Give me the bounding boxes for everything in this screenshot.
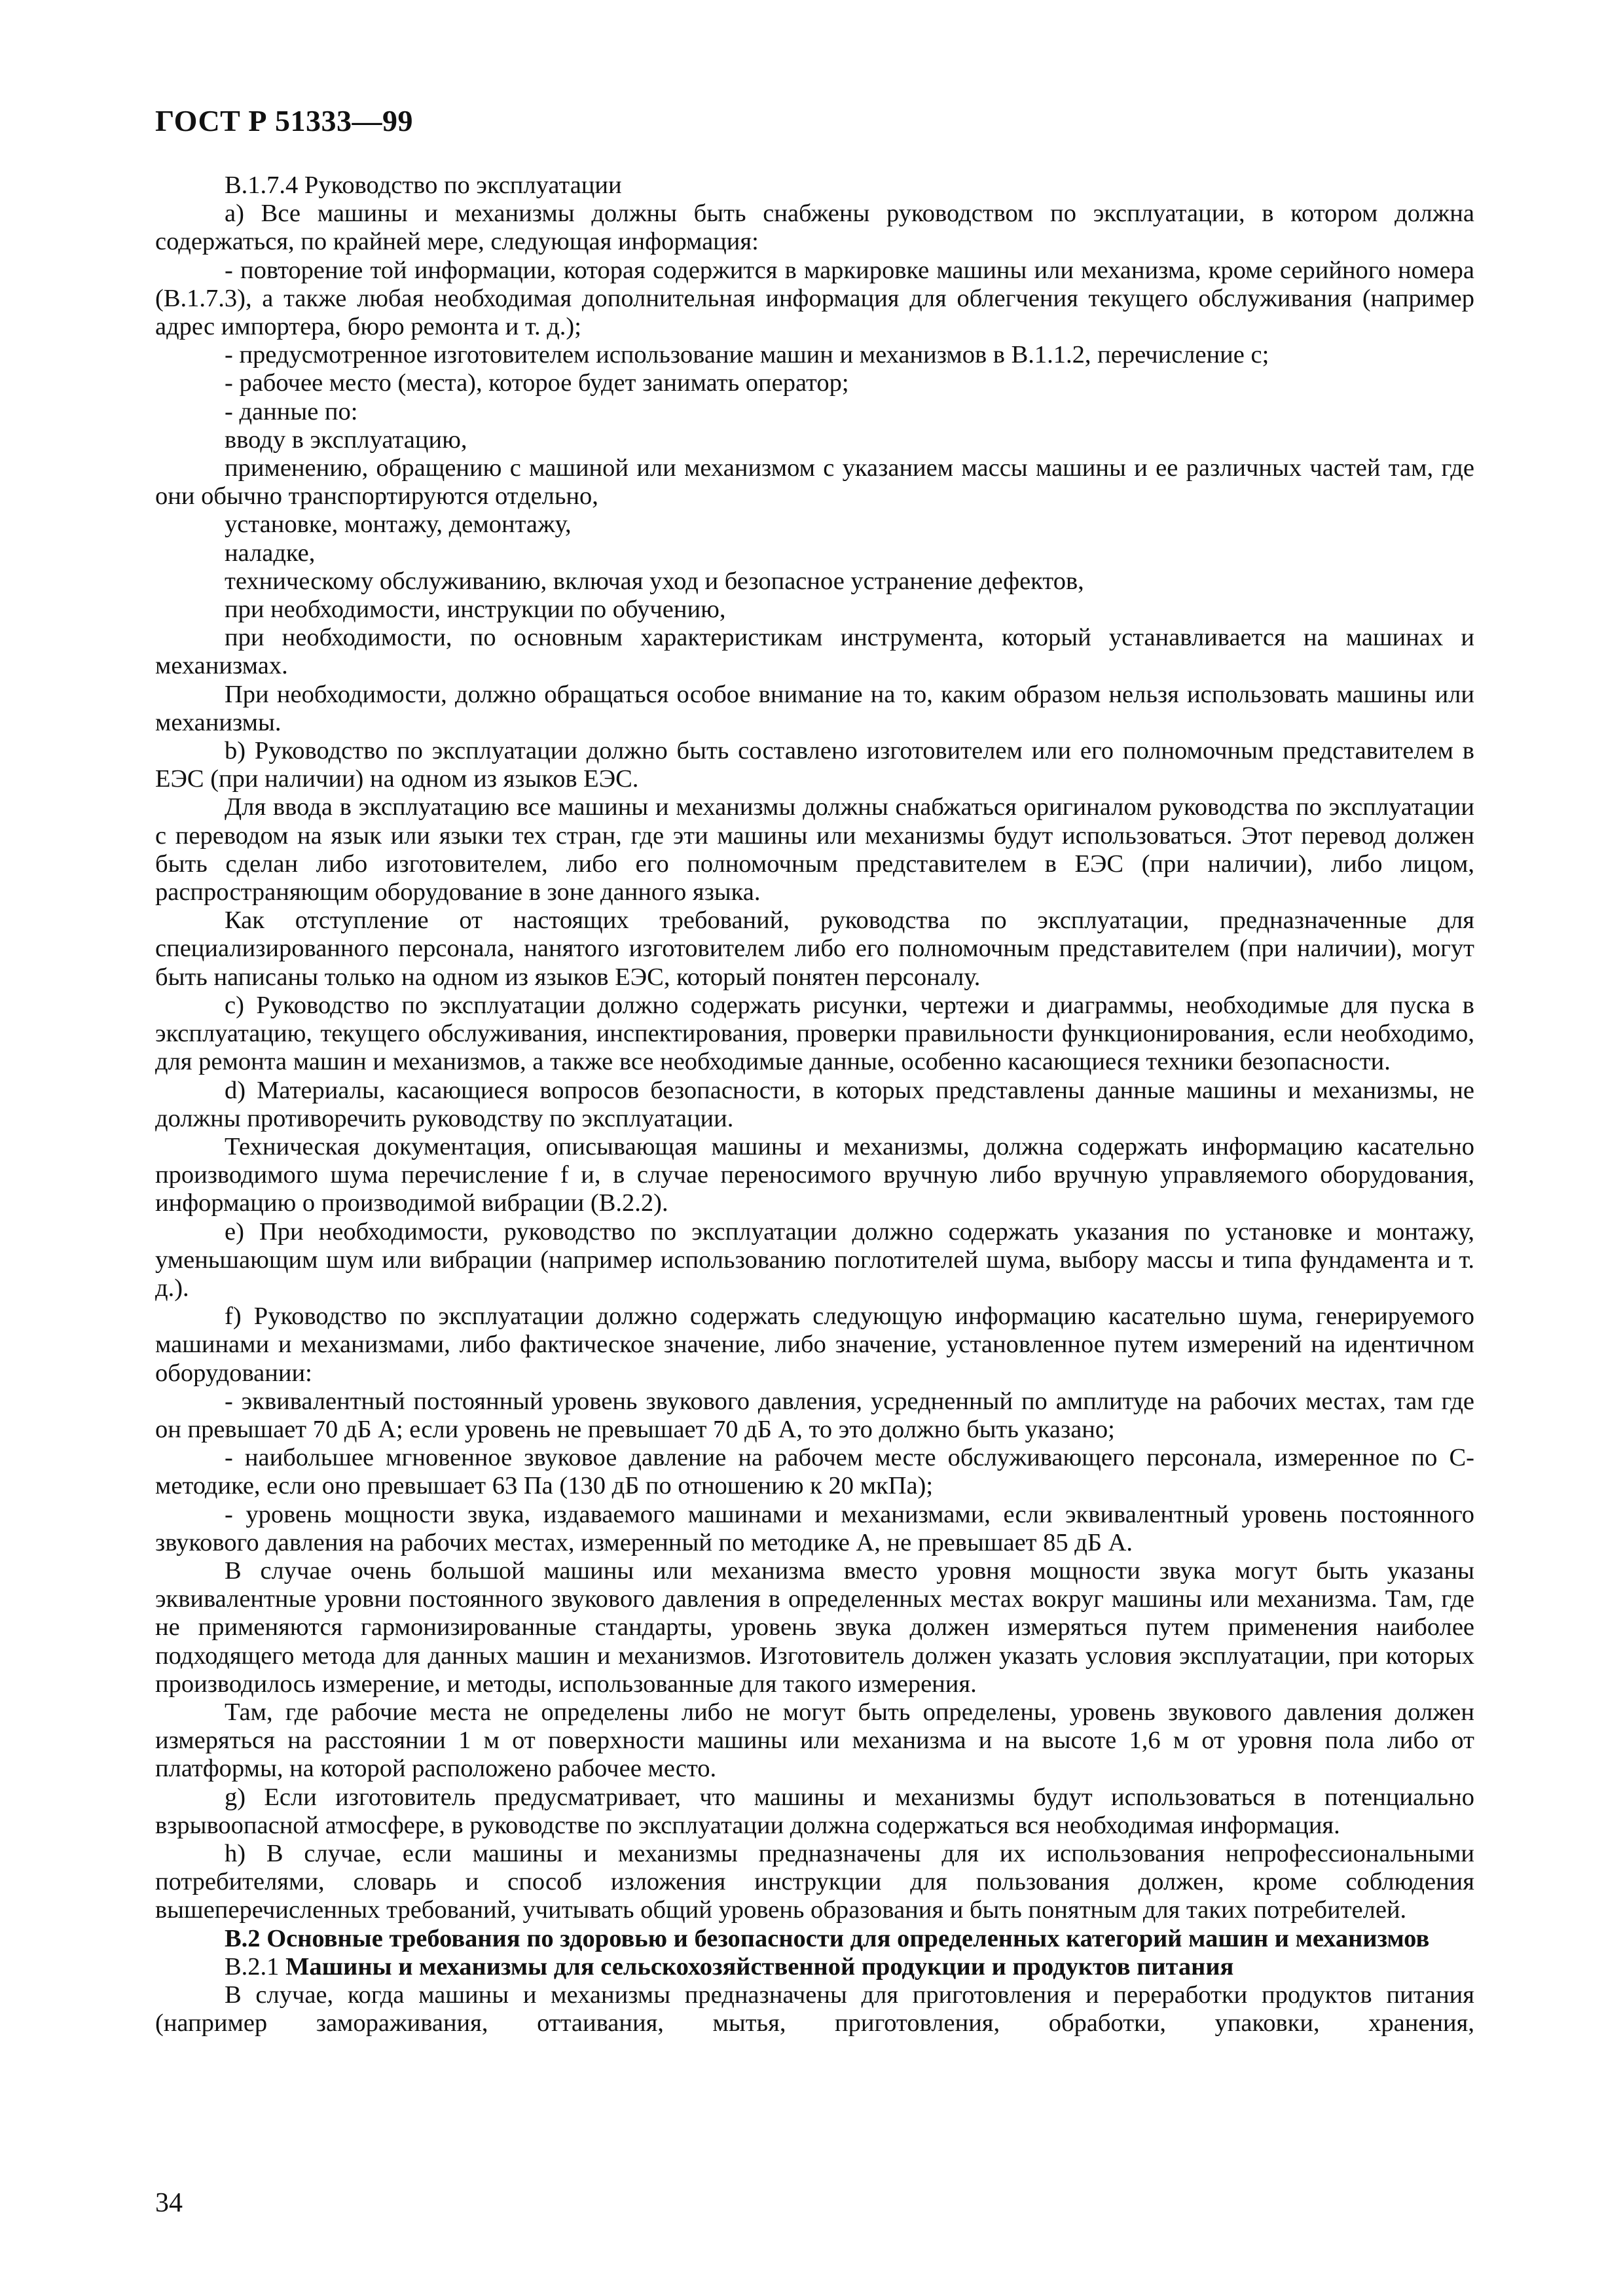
list-item: установке, монтажу, демонтажу, bbox=[225, 511, 572, 539]
list-item: при необходимости, по основным характеристикам инструмента, который устанавливается на машинах и механизмах. bbox=[155, 624, 1474, 680]
paragraph: Там, где рабочие места не определены либо не могут быть определены, уровень звукового давления должен измеряться на расстоянии 1 м от поверхности машины или механизма и на высоте 1,6 м от уровня пола либо от платформы, на которой расположено рабочее место. bbox=[155, 1698, 1474, 1783]
list-item: при необходимости, инструкции по обучению, bbox=[225, 596, 726, 624]
page-number: 34 bbox=[155, 2188, 183, 2218]
document-header: ГОСТ Р 51333—99 bbox=[155, 104, 413, 137]
section-number: В.2 bbox=[225, 1924, 261, 1952]
paragraph: е) При необходимости, руководство по эксплуатации должно содержать указания по установке и монтажу, уменьшающим шум или вибрации (например использованию поглотителей шума, выбору массы и типа фундамента и т. д.). bbox=[155, 1217, 1474, 1302]
list-item: - повторение той информации, которая содержится в маркировке машины или механизма, кроме серийного номера (В.1.7.3), а также любая необходимая дополнительная информация для облегчения текущего обслуживания (например адрес импортера, бюро ремонта и т. д.); bbox=[155, 256, 1474, 341]
paragraph: c) Руководство по эксплуатации должно содержать рисунки, чертежи и диаграммы, необходимые для пуска в эксплуатацию, текущего обслуживания, инспектирования, проверки правильности функционирования, если необходимо, для ремонта машин и механизмов, а также все необходимые данные, особенно касающиеся техники безопасности. bbox=[155, 991, 1474, 1076]
paragraph: В.1.7.4 Руководство по эксплуатации bbox=[225, 171, 622, 199]
list-item: - рабочее место (места), которое будет занимать оператор; bbox=[225, 369, 849, 397]
paragraph: а) Все машины и механизмы должны быть снабжены руководством по эксплуатации, в котором должна содержаться, по крайней мере, следующая информация: bbox=[155, 200, 1474, 256]
section-number: В.2.1 bbox=[225, 1952, 280, 1981]
list-item: вводу в эксплуатацию, bbox=[225, 425, 467, 454]
list-item: - наибольшее мгновенное звуковое давление на рабочем месте обслуживающего персонала, измеренное по С-методике, если оно превышает 63 Па (130 дБ по отношению к 20 мкПа); bbox=[155, 1444, 1474, 1500]
paragraph: Как отступление от настоящих требований, руководства по эксплуатации, предназначенные для специализированного персонала, нанятого изготовителем либо его полномочным представителем (при наличии), могут быть написаны только на одном из языков ЕЭС, который понятен персоналу. bbox=[155, 906, 1474, 991]
paragraph: Техническая документация, описывающая машины и механизмы, должна содержать информацию касательно производимого шума перечисление f и, в случае переносимого вручную либо вручную управляемого оборудования, информацию о производимой вибрации (В.2.2). bbox=[155, 1132, 1474, 1217]
section-heading-b21 bbox=[155, 1953, 1474, 1981]
paragraph: В случае, когда машины и механизмы предназначены для приготовления и переработки продуктов питания (например замораживания, оттаивания, мытья, приготовления, обработки, упаковки, хранения, bbox=[155, 1981, 1474, 2037]
paragraph: b) Руководство по эксплуатации должно быть составлено изготовителем или его полномочным представителем в ЕЭС (при наличии) на одном из языков ЕЭС. bbox=[155, 737, 1474, 793]
paragraph: Для ввода в эксплуатацию все машины и механизмы должны снабжаться оригиналом руководства по эксплуатации с переводом на язык или языки тех стран, где эти машины или механизмы будут использоваться. Этот перевод должен быть сделан либо изготовителем, либо его полномочным представителем в ЕЭС (при наличии), либо лицом, распространяющим оборудование в зоне данного языка. bbox=[155, 793, 1474, 906]
document-body bbox=[155, 171, 1474, 2037]
list-item: - эквивалентный постоянный уровень звукового давления, усредненный по амплитуде на рабочих местах, там где он превышает 70 дБ А; если уровень не превышает 70 дБ А, то это должно быть указано; bbox=[155, 1387, 1474, 1443]
list-item: - данные по: bbox=[225, 397, 358, 425]
list-item: наладке, bbox=[225, 539, 316, 567]
paragraph: f) Руководство по эксплуатации должно содержать следующую информацию касательно шума, генерируемого машинами и механизмами, либо фактическое значение, либо значение, установленное путем измерений на идентичном оборудовании: bbox=[155, 1302, 1474, 1387]
paragraph: При необходимости, должно обращаться особое внимание на то, каким образом нельзя использовать машины или механизмы. bbox=[155, 680, 1474, 736]
section-title: Основные требования по здоровью и безопасности для определенных категорий машин и механизмов bbox=[266, 1924, 1430, 1952]
paragraph: g) Если изготовитель предусматривает, что машины и механизмы будут использоваться в потенциально взрывоопасной атмосфере, в руководстве по эксплуатации должна содержаться вся необходимая информация. bbox=[155, 1783, 1474, 1839]
list-item: - предусмотренное изготовителем использование машин и механизмов в В.1.1.2, перечисление с; bbox=[225, 341, 1269, 369]
list-item: применению, обращению с машиной или механизмом с указанием массы машины и ее различных частей там, где они обычно транспортируются отдельно, bbox=[155, 454, 1474, 511]
section-title: Машины и механизмы для сельскохозяйственной продукции и продуктов питания bbox=[285, 1952, 1234, 1981]
list-item: техническому обслуживанию, включая уход и безопасное устранение дефектов, bbox=[225, 567, 1084, 595]
paragraph: h) В случае, если машины и механизмы предназначены для их использования непрофессиональными потребителями, словарь и способ изложения инструкции для пользования должен, кроме соблюдения вышеперечисленных требований, учитывать общий уровень образования и быть понятным для таких потребителей. bbox=[155, 1839, 1474, 1924]
list-item: - уровень мощности звука, издаваемого машинами и механизмами, если эквивалентный уровень постоянного звукового давления на рабочих местах, измеренный по методике А, не превышает 85 дБ А. bbox=[155, 1500, 1474, 1556]
paragraph: d) Материалы, касающиеся вопросов безопасности, в которых представлены данные машины и механизмы, не должны противоречить руководству по эксплуатации. bbox=[155, 1076, 1474, 1132]
section-heading-b2 bbox=[155, 1925, 1474, 1953]
paragraph: В случае очень большой машины или механизма вместо уровня мощности звука могут быть указаны эквивалентные уровни постоянного звукового давления в определенных местах вокруг машины или механизма. Там, где не применяются гармонизированные стандарты, уровень звука должен измеряться путем применения наиболее подходящего метода для данных машин и механизмов. Изготовитель должен указать условия эксплуатации, при которых производилось измерение, и методы, использованные для такого измерения. bbox=[155, 1556, 1474, 1698]
